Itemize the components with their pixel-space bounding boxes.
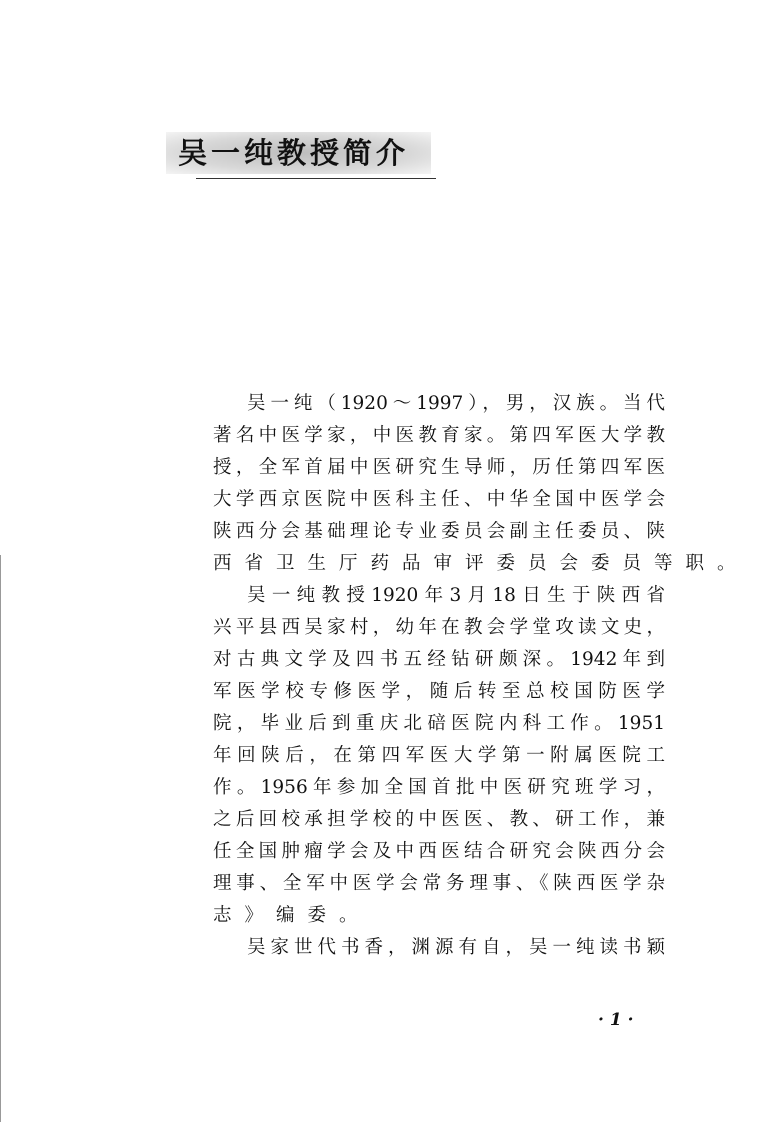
page-edge-line [0,555,1,1122]
text-line: 陕西分会基础理论专业委员会副主任委员、陕 [213,521,665,542]
text-line: 任全国肿瘤学会及中西医结合研究会陕西分会 [213,841,665,862]
text-line: 吴一纯（1920～1997），男，汉族。当代 [247,393,665,414]
text-line: 大学西京医院中医科主任、中华全国中医学会 [213,489,665,510]
page-number: · 1 · [598,1010,634,1030]
text-line: 吴家世代书香，渊源有自，吴一纯读书颖 [247,937,665,958]
text-line: 对古典文学及四书五经钻研颇深。1942年到 [213,649,665,670]
text-line: 院，毕业后到重庆北碚医院内科工作。1951 [213,713,665,734]
text-line: 西省卫生厅药品审评委员会委员等职。 [213,553,749,574]
text-line: 之后回校承担学校的中医医、教、研工作，兼 [213,809,665,830]
text-line: 年回陕后，在第四军医大学第一附属医院工 [213,745,665,766]
text-line: 著名中医学家，中医教育家。第四军医大学教 [213,425,665,446]
text-line: 理事、全军中医学会常务理事、《陕西医学杂 [213,873,665,894]
text-line: 作。1956年参加全国首批中医研究班学习， [213,777,665,798]
text-line: 吴一纯教授1920年3月18日生于陕西省 [247,585,665,606]
section-title: 吴一纯教授简介 [166,132,431,174]
text-line: 军医学校专修医学，随后转至总校国防医学 [213,681,665,702]
text-line: 兴平县西吴家村，幼年在教会学堂攻读文史， [213,617,665,638]
title-underline [196,178,436,179]
text-line: 志》编委。 [213,905,371,926]
text-line: 授，全军首届中医研究生导师，历任第四军医 [213,457,665,478]
